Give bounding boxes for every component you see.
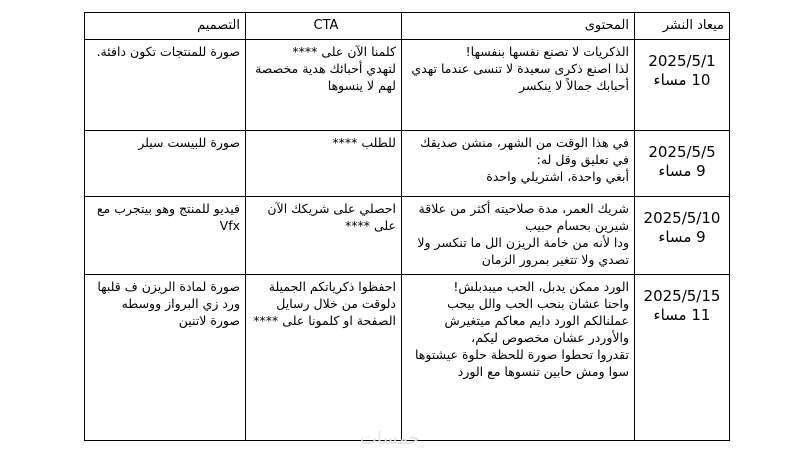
cell-date: 2025/5/5 9 مساء <box>635 131 730 197</box>
cell-content: الورد ممكن يدبل، الحب ميبدبلش! واحنا عشان بنحب الحب والل بيحب عملنالكم الورد دايم معاكم ميتغيرش والأوردر عشان مخصوص ليكم، تقدروا تحطوا صورة للحظة حلوة عيشتوها سوا ومش حابين تنسوها مع الورد <box>402 275 635 441</box>
cell-design: صورة للمنتجات تكون دافئة. <box>85 40 246 131</box>
cell-date: 2025/5/15 11 مساء <box>635 275 730 441</box>
cell-cta: احصلي على شريكك الآن على **** <box>246 197 402 275</box>
content-calendar-table <box>84 12 730 441</box>
header-cta: CTA <box>246 13 402 40</box>
table-row <box>85 197 730 275</box>
cell-content: الذكريات لا تصنع نفسها بنفسها! لذا اصنع ذكرى سعيدة لا تنسى عندما تهدي أحبابك جمالاً لا ينكسر <box>402 40 635 131</box>
table-row <box>85 40 730 131</box>
header-row <box>85 13 730 40</box>
cell-design: صورة لمادة الريزن ف قلبها ورد زي البرواز ووسطه صورة لاتنين <box>85 275 246 441</box>
header-design: التصميم <box>85 13 246 40</box>
table-row <box>85 131 730 197</box>
cell-content: شريك العمر، مدة صلاحيته أكثر من علاقة شيرين بحسام حبيب ودا لأنه من خامة الريزن الل ما تنكسر ولا تصدي ولا تتغير بمرور الزمان <box>402 197 635 275</box>
cell-date: 2025/5/10 9 مساء <box>635 197 730 275</box>
cell-content: في هذا الوقت من الشهر، منشن صديقك في تعليق وقل له: أبغي واحدة، اشتريلي واحدة <box>402 131 635 197</box>
table-row <box>85 275 730 441</box>
header-date: ميعاد النشر <box>635 13 730 40</box>
cell-cta: كلمنا الآن على **** لتهدي أحبائك هدية مخصصة لهم لا ينسوها <box>246 40 402 131</box>
cell-design: صورة للبيست سيلر <box>85 131 246 197</box>
cell-design: فيديو للمنتج وهو بيتجرب مع Vfx <box>85 197 246 275</box>
watermark: خمسات <box>360 428 421 449</box>
cell-cta: للطلب **** <box>246 131 402 197</box>
header-content: المحتوى <box>402 13 635 40</box>
cell-date: 2025/5/1 10 مساء <box>635 40 730 131</box>
cell-cta: احفظوا ذكرياتكم الجميلة دلوقت من خلال رسايل الصفحة او كلمونا على **** <box>246 275 402 441</box>
